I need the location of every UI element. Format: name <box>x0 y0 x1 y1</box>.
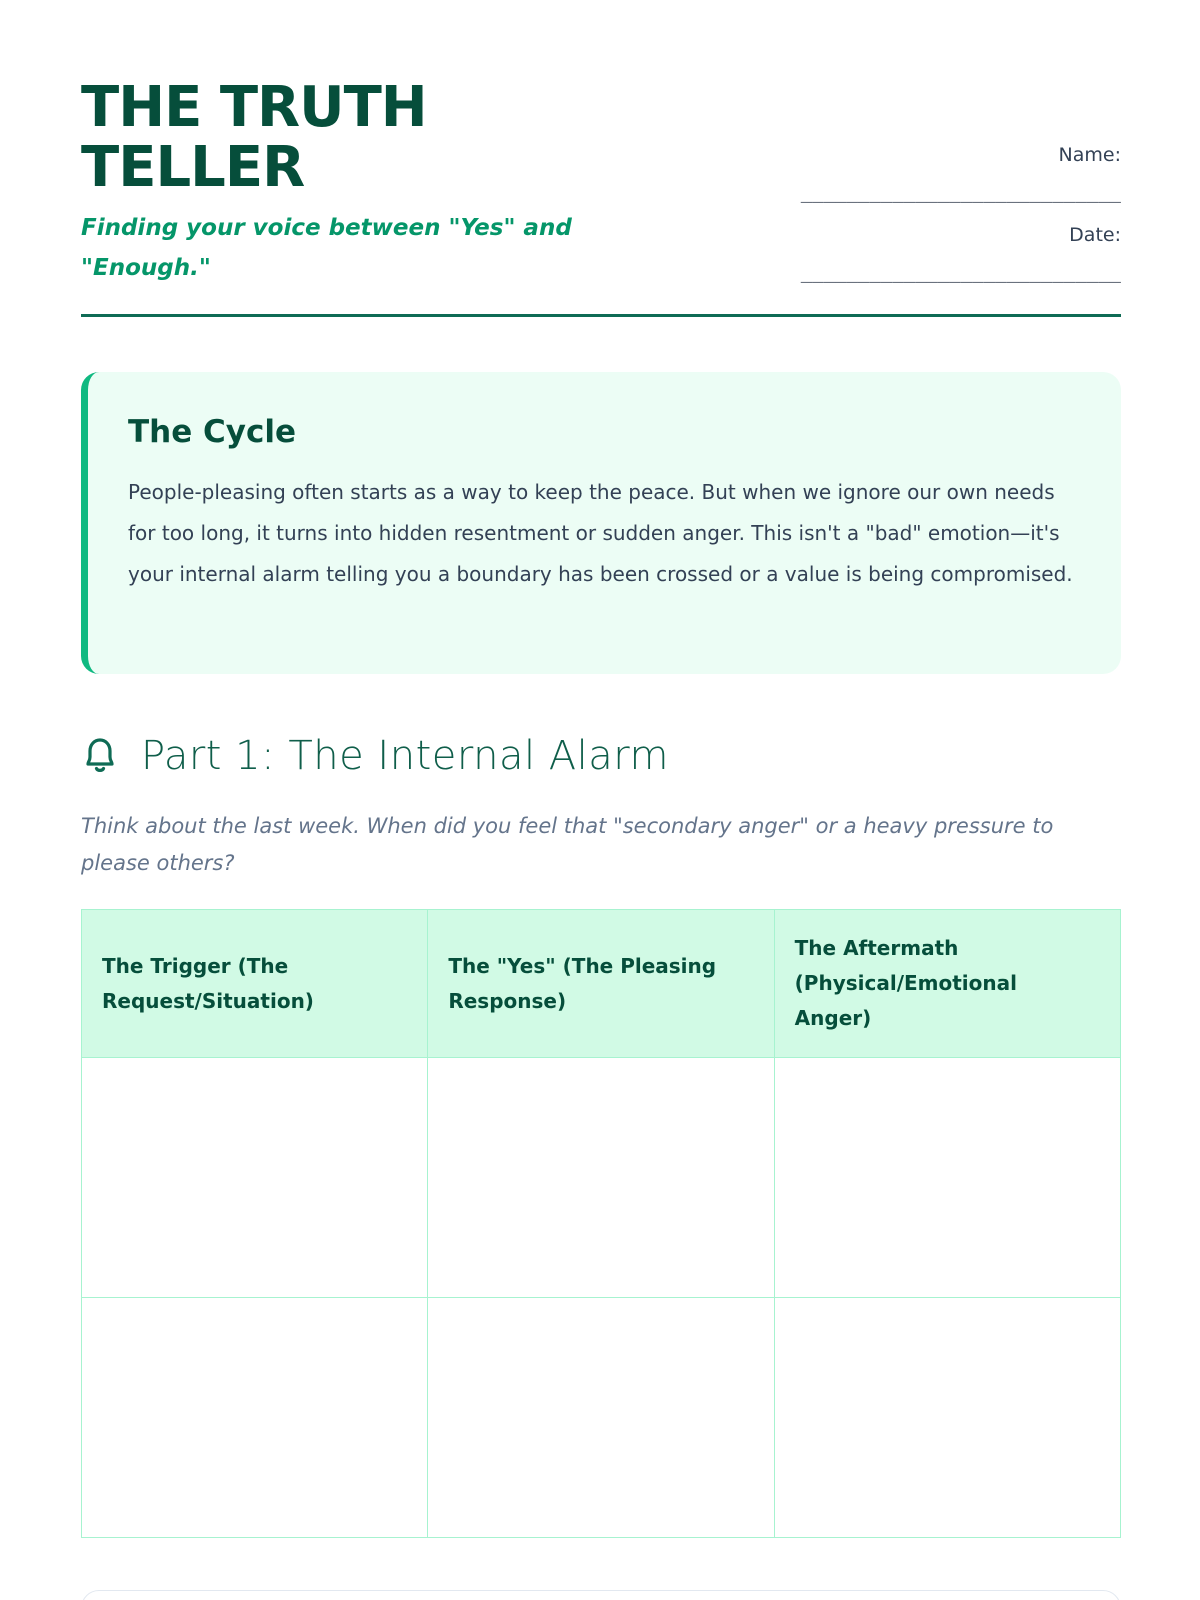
date-label: Date: <box>1069 224 1121 246</box>
table-cell[interactable] <box>774 1298 1120 1538</box>
part1-title: Part 1: The Internal Alarm <box>141 733 669 779</box>
table-row <box>82 1298 1121 1538</box>
column-header-trigger: The Trigger (The Request/Situation) <box>82 910 428 1058</box>
date-field[interactable]: ____________________________ <box>800 261 1121 283</box>
table-cell[interactable] <box>774 1058 1120 1298</box>
name-label: Name: <box>1058 144 1121 166</box>
table-cell[interactable] <box>82 1058 428 1298</box>
table-header-row <box>82 910 1121 1058</box>
next-section-card <box>81 1590 1121 1600</box>
cycle-body: People-pleasing often starts as a way to keep the peace. But when we ignore our own needs for too long, it turns into hidden resentment or sudden anger. This isn't a "bad" emotion—it's your internal alarm telling you a boundary has been crossed or a value is being compromised. <box>128 480 1073 586</box>
part1-prompt: Think about the last week. When did you feel that "secondary anger" or a heavy pressure to please others? <box>81 814 1054 875</box>
internal-alarm-table <box>81 909 1121 1538</box>
table-cell[interactable] <box>82 1298 428 1538</box>
page-subtitle: Finding your voice between "Yes" and "Enough." <box>81 215 572 281</box>
name-date-fields <box>661 140 1121 300</box>
column-header-aftermath: The Aftermath (Physical/Emotional Anger) <box>774 910 1120 1058</box>
table-cell[interactable] <box>428 1298 774 1538</box>
page-title: THE TRUTH TELLER <box>81 75 427 200</box>
worksheet-header <box>81 75 1121 318</box>
table-row <box>82 1058 1121 1298</box>
column-header-yes: The "Yes" (The Pleasing Response) <box>428 910 774 1058</box>
cycle-callout <box>81 372 1121 674</box>
cycle-title: The Cycle <box>128 414 297 450</box>
bell-icon <box>81 735 119 777</box>
header-divider <box>81 314 1121 317</box>
table-cell[interactable] <box>428 1058 774 1298</box>
part1-heading <box>81 728 669 784</box>
name-field[interactable]: ____________________________ <box>800 181 1121 203</box>
